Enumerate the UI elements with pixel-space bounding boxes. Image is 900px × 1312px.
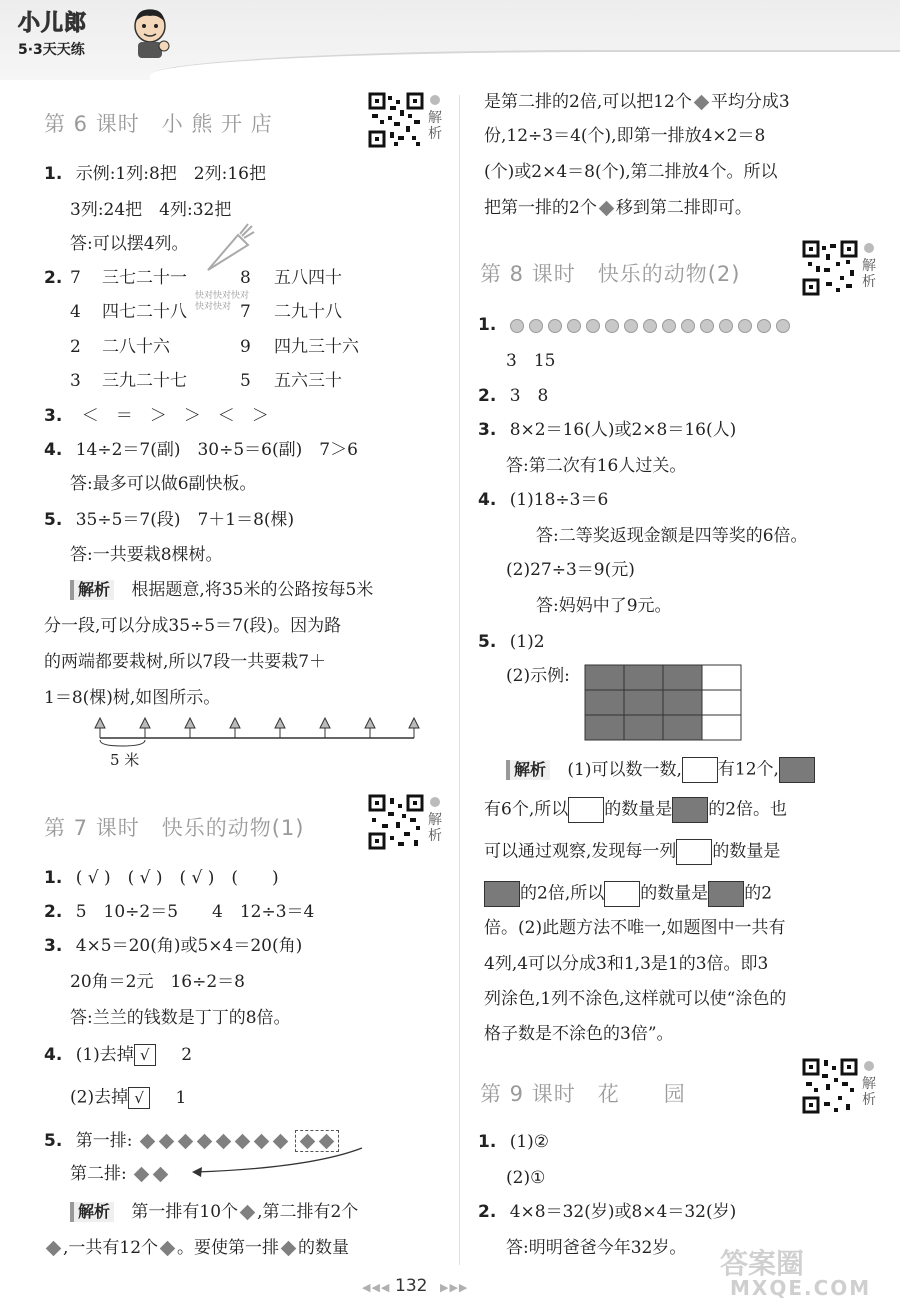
explanation-text: 4列,4可以分成3和1,3是1的3倍。即3	[484, 954, 769, 974]
explanation	[70, 580, 373, 600]
grid-cell-shaded	[585, 690, 624, 715]
header-curve	[150, 50, 900, 92]
explanation-tag: 解析	[70, 1202, 114, 1222]
tree-icon	[140, 718, 150, 728]
question-1	[478, 1132, 549, 1152]
table-row	[70, 371, 342, 391]
table-cell: 4	[70, 302, 81, 322]
question-2	[478, 386, 548, 406]
circle-icon	[776, 319, 790, 333]
tree-icon	[275, 718, 285, 728]
qr-code-icon[interactable]	[802, 240, 858, 296]
blank-square-icon	[682, 757, 718, 783]
qr-label: 解析	[428, 110, 442, 142]
circle-icon	[719, 319, 733, 333]
answer-line: 答:第二次有16人过关。	[506, 456, 687, 476]
question-number: 2.	[44, 268, 63, 288]
explanation-text: 分一段,可以分成35÷5＝7(段)。因为路	[44, 616, 342, 636]
question-number: 3.	[44, 406, 63, 426]
shaded-square-icon	[484, 881, 520, 907]
answer-text: 4×8＝32(岁)或8×4＝32(岁)	[509, 1202, 737, 1222]
explanation-tag: 解析	[506, 760, 550, 780]
explanation-line	[484, 797, 787, 823]
explanation-text: ,一共有12个	[63, 1238, 159, 1258]
table-cell: 四九三十六	[274, 337, 359, 357]
explanation-text: (1)可以数一数,	[567, 759, 682, 780]
diamond-icon	[599, 201, 615, 217]
answer-text: (1)去掉	[75, 1044, 134, 1065]
circle-icon	[643, 319, 657, 333]
answer-text: (1)②	[509, 1132, 550, 1152]
answer-text: 8×2＝16(人)或2×8＝16(人)	[509, 420, 737, 440]
tree-icon	[230, 718, 240, 728]
circle-icon	[624, 319, 638, 333]
prev-page-arrows-icon[interactable]: ◀◀◀	[362, 1281, 391, 1294]
explanation-text: ,第二排有2个	[257, 1202, 359, 1222]
checkbox-icon: √	[128, 1087, 150, 1109]
answer-line: (2)27÷3＝9(元)	[506, 560, 635, 580]
qr-label: 解析	[428, 812, 442, 844]
qr-code-icon[interactable]	[802, 1058, 858, 1114]
shaded-square-icon	[708, 881, 744, 907]
brand-logo	[18, 6, 87, 59]
brand-name: 小儿郎	[18, 11, 88, 36]
table-cell: 三七二十一	[102, 268, 187, 288]
explanation-text: 是第二排的2倍,可以把12个	[484, 92, 692, 112]
qr-label: 解析	[862, 1076, 876, 1108]
tree-spacing-diagram	[90, 712, 430, 752]
table-cell: 7	[240, 302, 251, 322]
table-cell: 7	[70, 268, 81, 288]
table-cell: 8	[240, 268, 251, 288]
diamond-icon	[134, 1167, 150, 1183]
grid-cell-shaded	[585, 715, 624, 740]
circle-icon	[662, 319, 676, 333]
diamond-icon	[160, 1241, 176, 1257]
explanation-text: 1＝8(棵)树,如图所示。	[44, 688, 221, 708]
question-number: 1.	[478, 315, 497, 335]
qr-arrow-icon	[864, 1061, 874, 1071]
answer-line: 3 15	[506, 351, 556, 371]
question-3	[44, 936, 302, 956]
grid-cell-shaded	[624, 665, 663, 690]
answer-line: (2)示例:	[506, 666, 570, 686]
answer-value: 2	[181, 1044, 193, 1065]
question-number: 1.	[478, 1132, 497, 1152]
blank-square-icon	[568, 797, 604, 823]
answer-text: 4×5＝20(角)或5×4＝20(角)	[75, 936, 303, 956]
explanation-text: 移到第二排即可。	[615, 198, 752, 218]
explanation-text: 有6个,所以	[484, 799, 569, 820]
question-1	[44, 868, 279, 888]
explanation-text: 倍。(2)此题方法不唯一,如题图中一共有	[484, 918, 786, 938]
next-page-arrows-icon[interactable]: ▶▶▶	[440, 1281, 469, 1294]
explanation-text: 可以通过观察,发现每一列	[484, 841, 677, 862]
question-number: 5.	[44, 510, 63, 530]
answer-text: 5 10÷2＝5 4 12÷3＝4	[75, 902, 315, 922]
question-number: 1.	[44, 164, 63, 184]
question-4	[478, 490, 608, 510]
watermark-logo: 答案圈	[720, 1247, 805, 1280]
explanation-text: 的2倍,所以	[520, 883, 605, 904]
qr-code-icon[interactable]	[368, 794, 424, 850]
explanation-text: 格子数是不涂色的3倍”。	[484, 1024, 674, 1044]
table-cell: 3	[70, 371, 81, 391]
circle-icon	[510, 319, 524, 333]
explanation-text: 第一排有10个	[131, 1202, 239, 1222]
circle-icon	[567, 319, 581, 333]
answer-text: (1)18÷3＝6	[509, 490, 609, 510]
explanation-text: 的数量	[298, 1238, 350, 1258]
table-cell: 五八四十	[274, 268, 342, 288]
page-number: 132	[395, 1276, 428, 1296]
diagram-label: 5 米	[110, 751, 140, 769]
grid-cell-shaded	[624, 690, 663, 715]
explanation-text: 的2	[744, 883, 773, 904]
circle-icon	[681, 319, 695, 333]
question-1	[44, 164, 266, 184]
page-header	[0, 0, 900, 80]
answer-line	[70, 1087, 186, 1109]
explanation-text: 根据题意,将35米的公路按每5米	[131, 580, 374, 600]
diamond-icon	[140, 1134, 156, 1150]
answer-line: 答:妈妈中了9元。	[536, 596, 672, 616]
answer-value: 1	[175, 1087, 187, 1108]
table-cell: 五六三十	[274, 371, 342, 391]
tree-icon	[320, 718, 330, 728]
explanation-text: 有12个,	[717, 759, 779, 780]
table-cell: 9	[240, 337, 251, 357]
question-number: 1.	[44, 868, 63, 888]
colored-grid	[584, 664, 742, 742]
circle-icon	[738, 319, 752, 333]
table-cell: 二八十六	[102, 337, 170, 357]
question-3	[478, 420, 736, 440]
explanation-text: 的数量是	[640, 883, 709, 904]
answer-line	[70, 1164, 170, 1184]
qr-arrow-icon	[864, 243, 874, 253]
question-number: 2.	[478, 1202, 497, 1222]
explanation-text: 的两端都要栽树,所以7段一共要栽7＋	[44, 652, 327, 672]
answer-text: ( √ ) ( √ ) ( √ ) ( )	[75, 868, 279, 888]
qr-code-icon[interactable]	[368, 92, 424, 148]
explanation-text: 的数量是	[712, 841, 781, 862]
circle-icon	[757, 319, 771, 333]
explanation-text: (个)或2×4＝8(个),第二排放4个。所以	[484, 162, 778, 182]
explanation-text: 的数量是	[604, 799, 673, 820]
grid-cell-shaded	[624, 715, 663, 740]
answer-text: (2)去掉	[70, 1087, 129, 1108]
answer-text: (1)2	[509, 632, 545, 652]
table-row	[70, 268, 342, 288]
question-number: 3.	[44, 936, 63, 956]
grid-cell-shaded	[663, 665, 702, 690]
qr-arrow-icon	[430, 95, 440, 105]
answer-line: 答:可以摆4列。	[70, 234, 189, 254]
question-number: 5.	[478, 632, 497, 652]
grid-cell-blank	[702, 690, 741, 715]
answer-text: 14÷2＝7(副) 30÷5＝6(副) 7＞6	[75, 440, 358, 460]
diamond-icon	[46, 1241, 62, 1257]
answer-line: 答:二等奖返现金额是四等奖的6倍。	[536, 526, 808, 546]
grid-cell-blank	[702, 715, 741, 740]
table-cell: 5	[240, 371, 251, 391]
question-number: 2.	[478, 386, 497, 406]
answer-line: (2)①	[506, 1168, 546, 1188]
answer-text: 35÷5＝7(段) 7＋1＝8(棵)	[75, 510, 295, 530]
qr-arrow-icon	[430, 797, 440, 807]
section-title-lesson-9: 第 9 课时 花 园	[480, 1082, 686, 1106]
blank-square-icon	[676, 839, 712, 865]
question-3	[44, 406, 269, 426]
question-2	[44, 268, 62, 288]
blank-square-icon	[604, 881, 640, 907]
diamond-icon	[694, 95, 710, 111]
tree-icon	[365, 718, 375, 728]
table-row	[70, 337, 359, 357]
continued-text	[484, 198, 752, 218]
answer-text: ＜ ＝ ＞ ＞ ＜ ＞	[81, 406, 269, 426]
question-1	[478, 315, 795, 335]
tree-icon	[185, 718, 195, 728]
answer-line: 答:明明爸爸今年32岁。	[506, 1238, 687, 1258]
brand-subtitle: 5·3天天练	[18, 42, 85, 58]
shaded-square-icon	[779, 757, 815, 783]
circle-icon	[548, 319, 562, 333]
move-arrow-icon	[190, 1146, 370, 1180]
answer-line: 3列:24把 4列:32把	[70, 200, 232, 220]
circle-icon	[605, 319, 619, 333]
question-number: 4.	[44, 440, 63, 460]
grid-cell-shaded	[663, 690, 702, 715]
explanation-tag: 解析	[70, 580, 114, 600]
question-number: 5.	[44, 1131, 63, 1151]
explanation-text: 列涂色,1列不涂色,这样就可以使“涂色的	[484, 989, 787, 1009]
answer-line: 答:最多可以做6副快板。	[70, 474, 257, 494]
row-label: 第一排:	[75, 1131, 133, 1151]
diamond-icon	[159, 1134, 175, 1150]
table-cell: 三九二十七	[102, 371, 187, 391]
explanation-line	[44, 1238, 349, 1258]
shaded-square-icon	[672, 797, 708, 823]
explanation	[70, 1202, 358, 1222]
continued-text	[484, 92, 790, 112]
circle-icon	[529, 319, 543, 333]
answer-line: 20角＝2元 16÷2＝8	[70, 972, 245, 992]
diamond-icon	[240, 1205, 256, 1221]
explanation-line	[484, 881, 772, 907]
grid-cell-shaded	[585, 665, 624, 690]
diamond-icon	[153, 1167, 169, 1183]
grid-cell-blank	[702, 665, 741, 690]
watermark-url: MXQE.COM	[730, 1276, 872, 1300]
section-title-lesson-8: 第 8 课时 快乐的动物(2)	[480, 262, 741, 286]
question-number: 2.	[44, 902, 63, 922]
section-title-lesson-6: 第 6 课时 小 熊 开 店	[44, 112, 273, 136]
checkbox-icon: √	[134, 1044, 156, 1066]
explanation-text: 份,12÷3＝4(个),即第一排放4×2＝8	[484, 126, 766, 146]
question-4	[44, 440, 358, 460]
answer-line: 答:兰兰的钱数是丁丁的8倍。	[70, 1008, 291, 1028]
explanation-text: 平均分成3	[710, 92, 790, 112]
table-cell: 四七二十八	[102, 302, 187, 322]
table-cell: 2	[70, 337, 81, 357]
mascot-icon	[128, 6, 172, 60]
answer-text: 示例:1列:8把 2列:16把	[75, 164, 266, 184]
question-5	[478, 632, 545, 652]
explanation-text: 的2倍。也	[708, 799, 788, 820]
column-divider	[459, 95, 460, 1265]
table-cell: 二九十八	[274, 302, 342, 322]
explanation-text: 。要使第一排	[177, 1238, 280, 1258]
question-number: 4.	[478, 490, 497, 510]
question-2	[478, 1202, 736, 1222]
answer-line: 答:一共要栽8棵树。	[70, 545, 223, 565]
circle-row	[510, 315, 795, 335]
explanation-text: 把第一排的2个	[484, 198, 597, 218]
diamond-icon	[281, 1241, 297, 1257]
answer-text: 3 8	[509, 386, 549, 406]
stamp-text: 快对快对快对快对快对	[195, 291, 250, 312]
circle-icon	[586, 319, 600, 333]
explanation-line	[484, 839, 780, 865]
question-number: 3.	[478, 420, 497, 440]
question-4	[44, 1044, 192, 1066]
tree-icon	[409, 718, 419, 728]
question-number: 4.	[44, 1044, 63, 1065]
question-2	[44, 902, 314, 922]
question-5	[44, 510, 294, 530]
grid-cell-shaded	[663, 715, 702, 740]
section-title-lesson-7: 第 7 课时 快乐的动物(1)	[44, 816, 305, 840]
span-brace	[100, 740, 145, 746]
tree-icon	[95, 718, 105, 728]
circle-icon	[700, 319, 714, 333]
explanation	[506, 757, 815, 783]
row-label: 第二排:	[70, 1164, 127, 1184]
qr-label: 解析	[862, 258, 876, 290]
